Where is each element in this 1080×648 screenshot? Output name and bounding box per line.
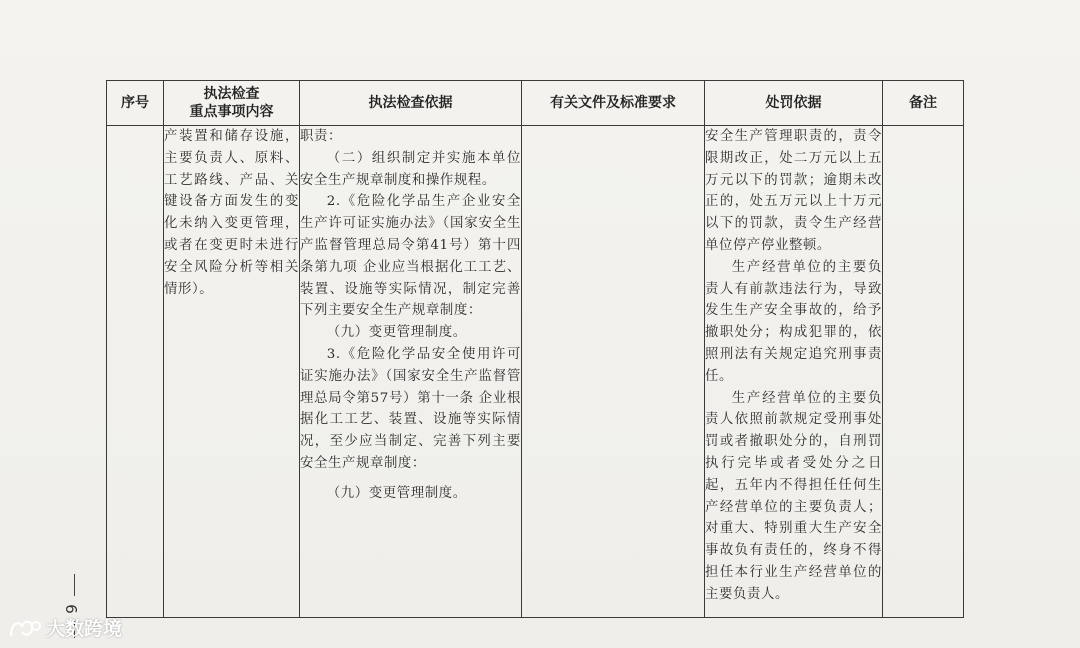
header-inspection-item-line2: 重点事项内容 <box>189 104 274 120</box>
basis-para: （二）组织制定并实施本单位安全生产规章制度和操作规程。 <box>300 150 521 188</box>
cell-serial-no <box>107 126 164 618</box>
header-related-documents: 有关文件及标准要求 <box>522 81 705 126</box>
header-inspection-item <box>164 81 300 126</box>
cell-remarks <box>883 126 964 618</box>
page-number-dash-top <box>74 574 75 596</box>
cell-penalty-basis <box>705 126 883 618</box>
header-enforcement-basis: 执法检查依据 <box>300 81 522 126</box>
cell-inspection-item: 产装置和储存设施，主要负责人、原料、工艺路线、产品、关键设备方面发生的变化未纳入变更管理，或者在变更时未进行安全风险分析等相关情形）。 <box>164 126 300 618</box>
basis-para: （九）变更管理制度。 <box>326 325 467 341</box>
header-serial-no: 序号 <box>107 81 164 126</box>
table-row <box>107 126 964 618</box>
watermark-text: 大数跨境 <box>46 618 123 640</box>
penalty-para: 安全生产管理职责的，责令限期改正，处二万元以上五万元以下的罚款；逾期未改正的，处五万元以上十万元以下的罚款，责令生产经营单位停产停业整顿。 <box>705 129 882 253</box>
header-inspection-item-line1: 执法检查 <box>203 86 260 102</box>
watermark-logo-icon <box>8 616 42 640</box>
page-number: 6 <box>61 604 80 614</box>
header-penalty-basis: 处罚依据 <box>705 81 883 126</box>
basis-para: 3.《危险化学品安全使用许可证实施办法》（国家安全生产监督管理总局令第57号）第十一条 企业根据化工工艺、装置、设施等实际情况，至少应当制定、完善下列主要安全生产规章制度： <box>300 346 521 471</box>
cell-enforcement-basis <box>300 126 522 618</box>
basis-para: 2.《危险化学品生产企业安全生产许可证实施办法》（国家安全生产监督管理总局令第41号）第十四条第九项 企业应当根据化工工艺、装置、设施等实际情况，制定完善下列主要安全生产规章制度： <box>300 194 521 319</box>
watermark <box>8 614 122 641</box>
cell-related-documents <box>522 126 705 618</box>
penalty-para: 生产经营单位的主要负责人依照前款规定受刑事处罚或者撤职处分的，自刑罚执行完毕或者受处分之日起，五年内不得担任任何生产经营单位的主要负责人；对重大、特别重大生产安全事故负有责任的，终身不得担任本行业生产经营单位的主要负责人。 <box>705 390 882 602</box>
basis-para: （九）变更管理制度。 <box>326 485 467 501</box>
enforcement-table <box>106 80 964 618</box>
basis-para: 职责： <box>300 129 342 144</box>
header-remarks: 备注 <box>883 81 964 126</box>
penalty-para: 生产经营单位的主要负责人有前款违法行为，导致发生生产安全事故的，给予撤职处分；构成犯罪的，依照刑法有关规定追究刑事责任。 <box>705 259 882 384</box>
table-header-row <box>107 81 964 126</box>
